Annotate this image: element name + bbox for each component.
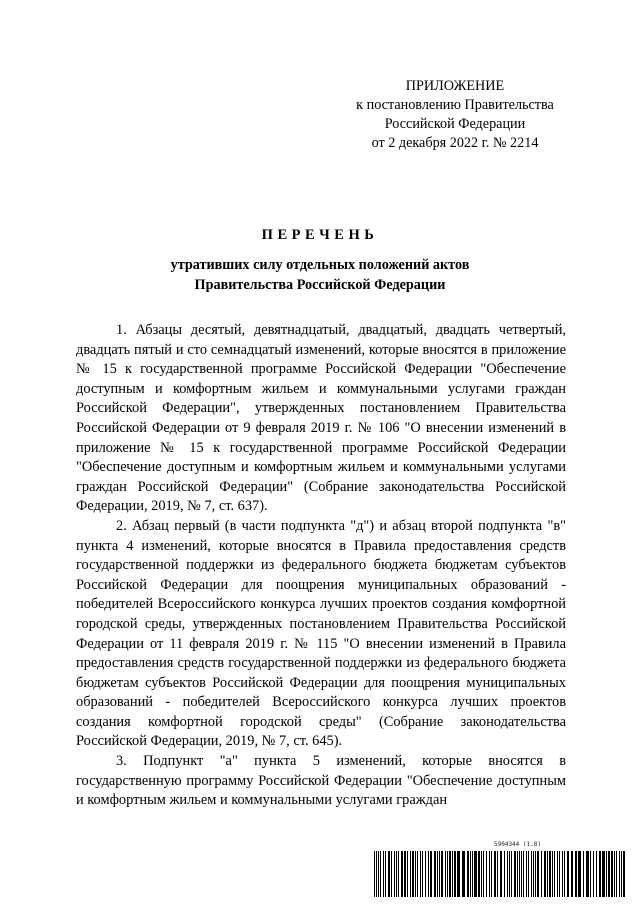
subtitle-line: Правительства Российской Федерации: [194, 277, 446, 293]
appendix-date-number: от 2 декабря 2022 г. № 2214: [371, 135, 539, 151]
barcode-label: 5904344 (1.8): [494, 841, 541, 848]
appendix-line: Российской Федерации: [384, 116, 526, 132]
appendix-header: [330, 77, 580, 153]
subtitle-line: утративших силу отдельных положений актов: [170, 257, 470, 273]
paragraph-3: 3. Подпункт "а" пункта 5 изменений, которые вносятся в государственную программу Российской Федерации "Обеспечение доступным и комфортным жильем и коммунальными услугами граждан: [76, 753, 566, 809]
appendix-line: к постановлению Правительства: [356, 97, 554, 113]
document-subtitle: [120, 255, 520, 295]
document-title: ПЕРЕЧЕНЬ: [261, 227, 379, 243]
appendix-title: ПРИЛОЖЕНИЕ: [405, 78, 505, 94]
barcode: [374, 841, 628, 901]
barcode-icon: [374, 851, 626, 897]
paragraph-2: 2. Абзац первый (в части подпункта "д") и абзац второй подпункта "в" пункта 4 изменений, которые вносятся в Правила предоставления средств государственной поддержки из федерального бюджета бюджетам субъектов Российской Федерации для поощрения муниципальных образований - победителей Всероссийского конкурса лучших проектов создания комфортной городской среды, утвержденных постановлением Правительства Российской Федерации от 11 февраля 2019 г. № 115 "О внесении изменений в Правила предоставления средств государственной поддержки из федерального бюджета бюджетам субъектов Российской Федерации для поощрения муниципальных образований - победителей Всероссийского конкурса лучших проектов создания комфортной городской среды" (Собрание законодательства Российской Федерации, 2019, № 7, ст. 645).: [76, 517, 566, 750]
document-body: [76, 321, 566, 811]
paragraph-1: 1. Абзацы десятый, девятнадцатый, двадцатый, двадцать четвертый, двадцать пятый и сто семнадцатый изменений, которые вносятся в приложение № 15 к государственной программе Российской Федерации "Обеспечение доступным и комфортным жильем и коммунальными услугами граждан Российской Федерации", утвержденных постановлением Правительства Российской Федерации от 9 февраля 2019 г. № 106 "О внесении изменений в приложение № 15 к государственной программе Российской Федерации "Обеспечение доступным и комфортным жильем и коммунальными услугами граждан Российской Федерации" (Собрание законодательства Российской Федерации, 2019, № 7, ст. 637).: [76, 322, 566, 515]
